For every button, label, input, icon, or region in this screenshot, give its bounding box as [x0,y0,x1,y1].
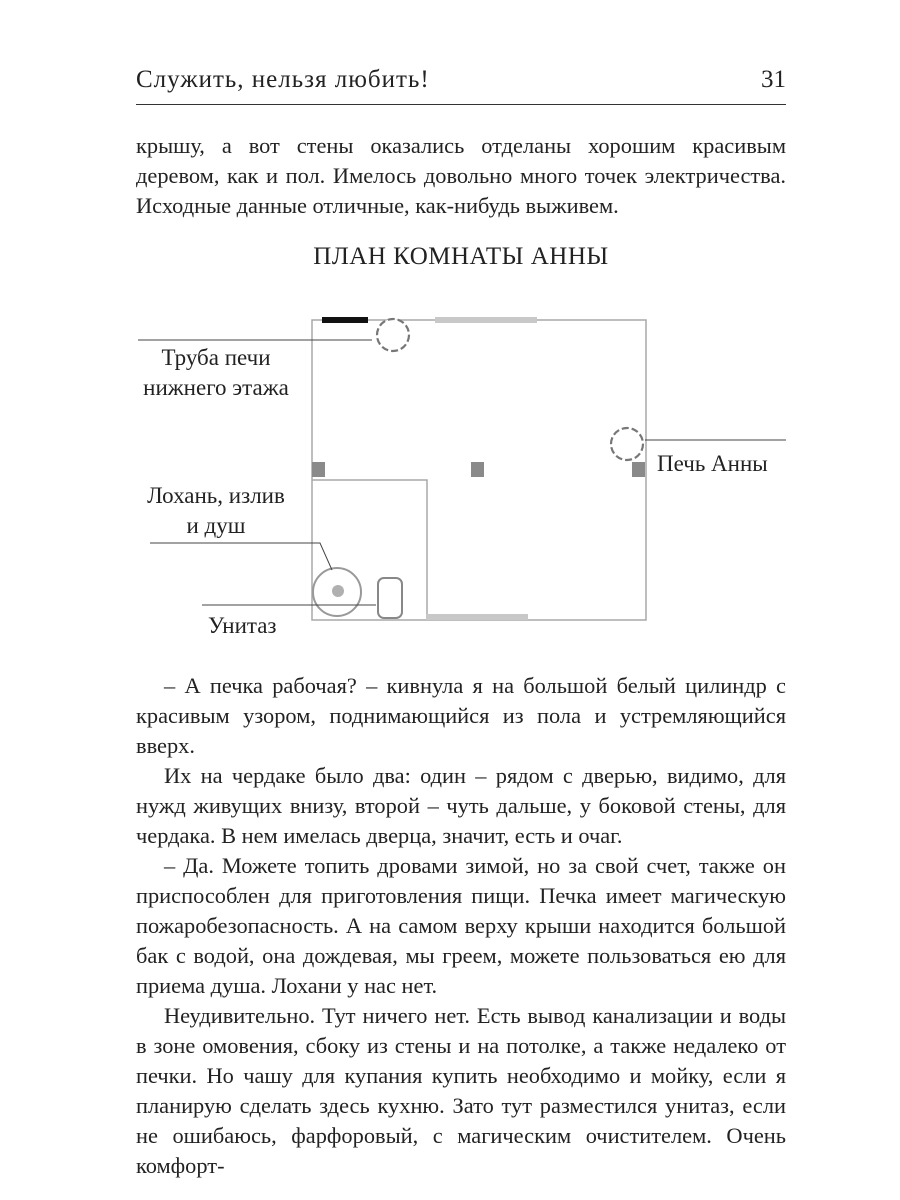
label-tub [136,481,296,541]
toilet-shape [378,578,402,618]
label-stove-pipe-line1: Труба печи [161,345,271,370]
anna-stove-circle [611,428,643,460]
paragraph: Неудивительно. Тут ничего нет. Есть вывод канализации и воды в зоне омовения, сбоку из стены и на потолке, а также недалеко от печки. Но чашу для купания купить необходимо и мойку, если я планирую сделать здесь кухню. Зато тут разместился унитаз, если не ошибаюсь, фарфоровый, с магическим очистителем. Очень комфорт- [136,1003,786,1178]
label-tub-line1: Лохань, излив [147,483,285,508]
label-toilet: Унитаз [208,613,277,638]
socket-left [312,462,325,477]
page-number: 31 [761,66,786,93]
plan-title: ПЛАН КОМНАТЫ АННЫ [313,243,609,270]
intro-paragraph: крышу, а вот стены оказались отделаны хорошим красивым деревом, как и пол. Имелось довольно много точек электричества. Исходные данные отличные, как-нибудь выживем. [136,133,786,218]
window-top [435,317,537,323]
socket-center [471,462,484,477]
label-stove-pipe [136,343,296,403]
paragraph: – Да. Можете топить дровами зимой, но за свой счет, также он приспособлен для приготовления пищи. Печка имеет магическую пожаробезопасность. А на самом верху крыши находится большой бак с водой, она дождевая, мы греем, можете пользоваться ею для приема душа. Лохани у нас нет. [136,853,786,998]
window-bottom [426,614,528,620]
door-mark [322,317,368,323]
paragraph: – А печка рабочая? – кивнула я на большой белый цилиндр с красивым узором, поднимающийся из пола и устремляющийся вверх. [136,673,786,758]
label-stove-pipe-line2: нижнего этажа [143,375,289,400]
label-anna-stove: Печь Анны [657,451,768,476]
running-title: Служить, нельзя любить! [136,66,430,93]
body-text [136,671,786,1181]
paragraph: Их на чердаке было два: один – рядом с дверью, видимо, для нужд живущих внизу, второй – чуть дальше, у боковой стены, для чердака. В нем имелась дверца, значит, есть и очаг. [136,763,786,848]
label-tub-line2: и душ [186,513,246,538]
leader-tub [150,543,332,570]
stove-pipe-circle [377,319,409,351]
socket-right [632,462,645,477]
tub-drain [332,585,344,597]
